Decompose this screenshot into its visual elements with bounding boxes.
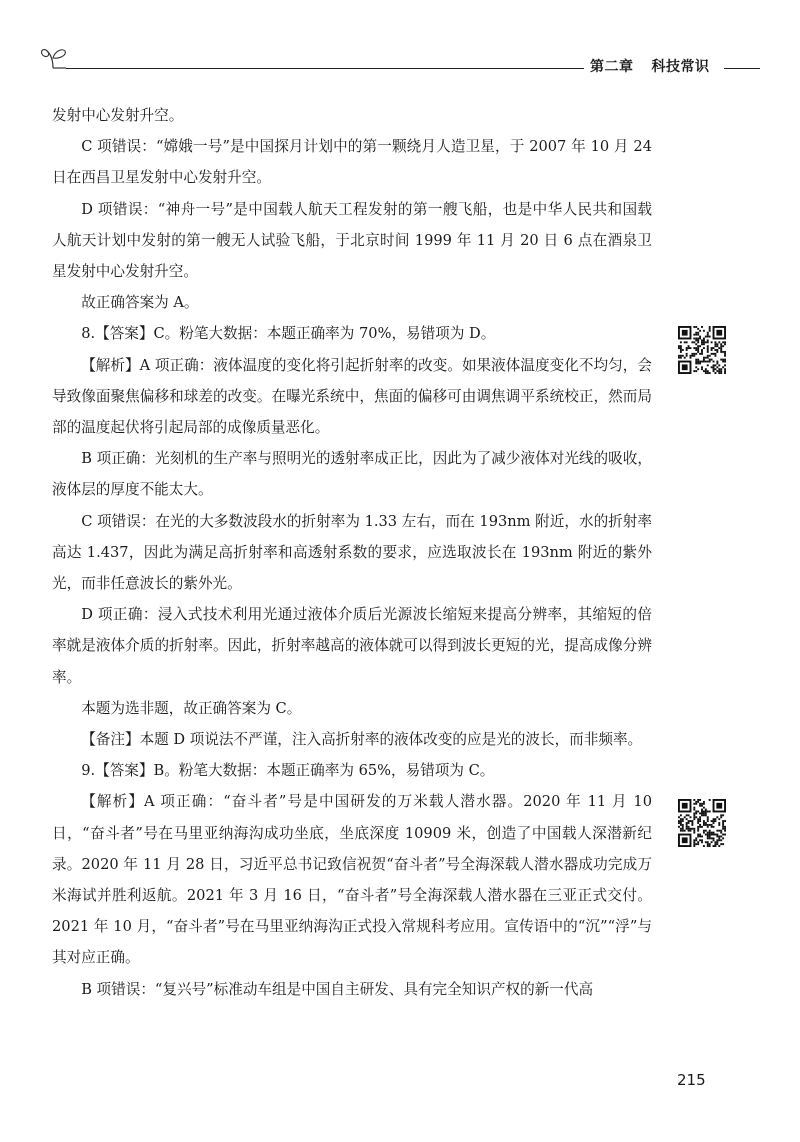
page-number: 215 [677,1071,706,1089]
body-paragraph: 故正确答案为 A。 [81,294,199,312]
qr-code-icon[interactable] [678,326,726,374]
body-paragraph: 【备注】本题 D 项说法不严谨，注入高折射率的液体改变的应是光的波长，而非频率。 [81,731,643,749]
body-paragraph: D 项错误：“神舟一号”是中国载人航天工程发射的第一艘飞船，也是中华人民共和国载人航天计划中发射的第一艘无人试验飞船，于北京时间 1999 年 11 月 20 日 6 点在酒泉卫星发射中心发射升空。 [52,200,652,281]
body-paragraph: D 项正确：浸入式技术利用光通过液体介质后光源波长缩短来提高分辨率，其缩短的倍率就是液体介质的折射率。因此，折射率越高的液体就可以得到波长更短的光，提高成像分辨率。 [52,606,652,686]
body-paragraph: 发射中心发射升空。 [52,107,184,124]
body-paragraph: 【解析】A 项正确：“奋斗者”号是中国研发的万米载人潜水器。2020 年 11 月 10 日，“奋斗者”号在马里亚纳海沟成功坐底，坐底深度 10909 米，创造了中国载人深潜新纪录。2020 年 11 月 28 日，习近平总书记致信祝贺“奋斗者”号全海深载人潜水器成功完成万米海试并胜利返航。2021 年 3 月 16 日，“奋斗者”号全海深载人潜水器在三亚正式交付。2021 年 10 月，“奋斗者”号在马里亚纳海沟正式投入常规科考应用。宣传语中的“沉”“浮”与其对应正确。 [52,793,652,967]
body-paragraph: 本题为选非题，故正确答案为 C。 [81,699,302,717]
body-paragraph: B 项正确：光刻机的生产率与照明光的透射率成正比，因此为了减少液体对光线的吸收，液体层的厚度不能太大。 [52,450,652,499]
body-paragraph: B 项错误：“复兴号”标准动车组是中国自主研发、具有完全知识产权的新一代高 [81,980,594,998]
chapter-title [590,56,710,76]
page-header [38,44,760,74]
chapter-number: 第二章 [590,59,634,75]
body-paragraph: 9.【答案】B。粉笔大数据：本题正确率为 65%，易错项为 C。 [81,762,495,780]
leaf-icon [38,44,68,70]
qr-code-icon[interactable] [678,799,726,847]
body-paragraph: 8.【答案】C。粉笔大数据：本题正确率为 70%，易错项为 D。 [81,325,496,343]
page-body [52,100,652,1005]
body-paragraph: C 项错误：“嫦娥一号”是中国探月计划中的第一颗绕月人造卫星，于 2007 年 10 月 24 日在西昌卫星发射中心发射升空。 [52,138,652,187]
body-paragraph: 【解析】A 项正确：液体温度的变化将引起折射率的改变。如果液体温度变化不均匀，会导致像面聚焦偏移和球差的改变。在曝光系统中，焦面的偏移可由调焦调平系统校正，然而局部的温度起伏将引起局部的成像质量恶化。 [52,356,652,437]
body-paragraph: C 项错误：在光的大多数波段水的折射率为 1.33 左右，而在 193nm 附近，水的折射率高达 1.437，因此为满足高折射率和高透射系数的要求，应选取波长在 193nm 附近的紫外光，而非任意波长的紫外光。 [52,512,652,593]
section-title: 科技常识 [651,59,710,75]
